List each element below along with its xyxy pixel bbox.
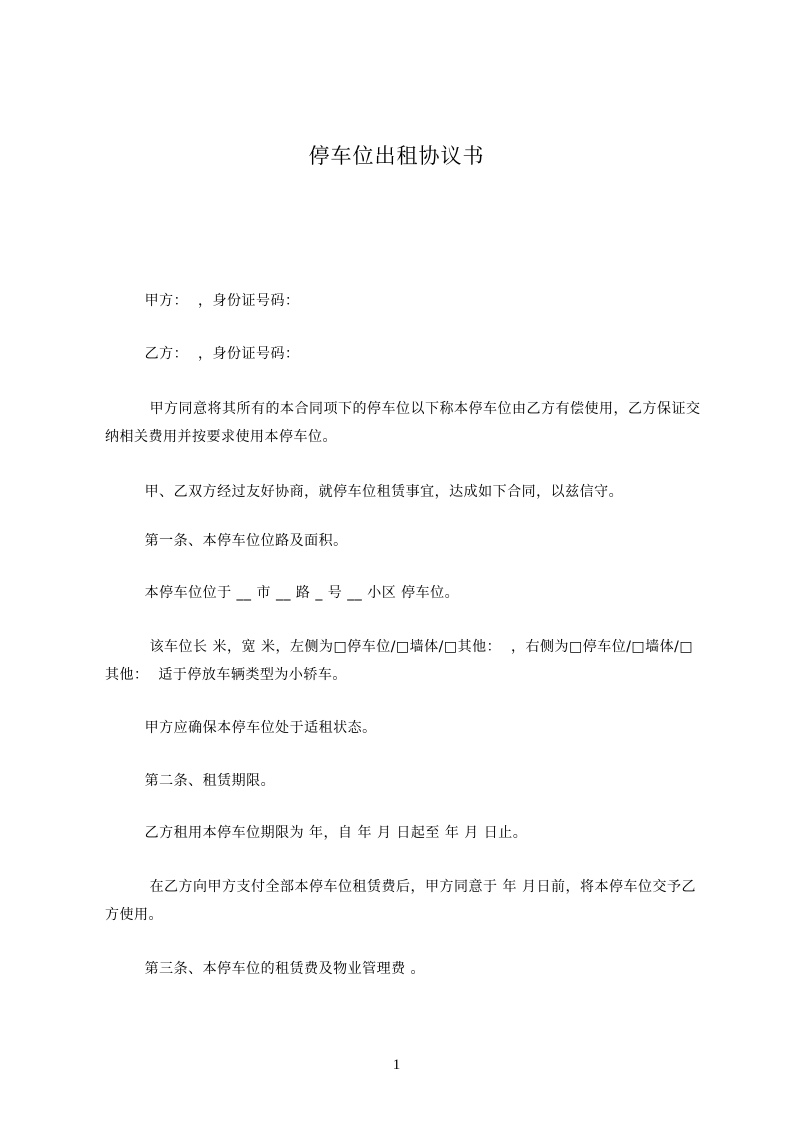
consultation-paragraph: 甲、乙双方经过友好协商，就停车位租赁事宜，达成如下合同，以兹信守。	[105, 484, 624, 500]
term-paragraph: 乙方租用本停车位期限为 年，自 年 月 日起至 年 月 日止。	[105, 825, 528, 841]
condition-paragraph: 甲方应确保本停车位处于适租状态。	[105, 720, 377, 736]
article-3-heading: 第三条、本停车位的租赁费及物业管理费 。	[105, 961, 426, 977]
intro-paragraph: 甲方同意将其所有的本合同项下的停车位以下称本停车位由乙方有偿使用，乙方保证交纳相关费用并按要求使用本停车位。	[105, 401, 701, 445]
article-1-heading: 第一条、本停车位位路及面积。	[105, 533, 348, 549]
page-number: 1	[392, 1057, 401, 1073]
document-title: 停车位出租协议书	[308, 144, 485, 168]
dimensions-paragraph: 该车位长 米，宽 米，左侧为□停车位/□墙体/□其他： ，右侧为□停车位/□墙体/□其他： 适于停放车辆类型为小轿车。	[105, 639, 694, 683]
location-paragraph: 本停车位位于 __ 市 __ 路 _ 号 __ 小区 停车位。	[105, 585, 460, 601]
handover-paragraph: 在乙方向甲方支付全部本停车位租赁费后，甲方同意于 年 月日前，将本停车位交予乙方使用。	[105, 879, 696, 923]
article-2-heading: 第二条、租赁期限。	[105, 773, 276, 789]
party-b-line: 乙方： ，身份证号码：	[105, 346, 300, 362]
party-a-line: 甲方： ，身份证号码：	[105, 293, 300, 309]
